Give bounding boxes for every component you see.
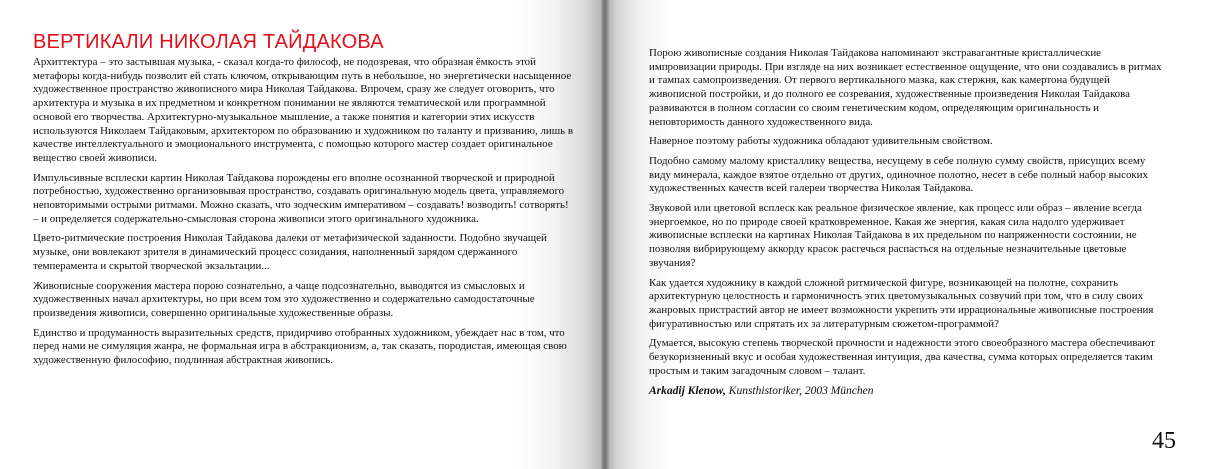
- left-paragraph-3: Цвето-ритмические построения Николая Тайдакова далеки от метафизической заданности. Подобно звучащей музыке, они вовлекают зрителя в динамический процесс созидания, наполненный зарядом сдержанного темперамента и скрытой творческой экзальтации...: [33, 232, 547, 272]
- signature-credentials: Kunsthistoriker, 2003 München: [725, 385, 874, 398]
- right-paragraph-6: Думается, высокую степень творческой прочности и надежности этого своеобразного мастера обеспечивают безукоризненный вкус и особая художественная интуиция, два качества, сумма которых определяется таким простым и таким загадочным словом – талант.: [649, 337, 1155, 377]
- article-title: ВЕРТИКАЛИ НИКОЛАЯ ТАЙДАКОВА: [33, 31, 384, 53]
- book-gutter: [601, 0, 611, 469]
- right-paragraph-5: Как удается художнику в каждой сложной ритмической фигуре, возникающей на полотне, сохранить архитектурную целостность и гармоничность этих цветомузыкальных созвучий при том, что в силу своих жанровых пристрастий автор не имеет возможности укрепить эти иррациональные живописные построения фигуративностью или спрятать их за литературным сюжетом-программой?: [649, 276, 1154, 330]
- right-page-content: [649, 47, 1163, 398]
- right-paragraph-3: Подобно самому малому кристаллику вещества, несущему в себе полную сумму свойств, присущих всему виду минерала, каждое взятое отдельно от других, одиночное полотно, несет в себе полный набор высоких художественных качеств всей галереи творчества Николая Тайдакова.: [649, 154, 1148, 195]
- left-paragraph-5: Единство и продуманность выразительных средств, придирчиво отобранных художником, убеждает нас в том, что перед нами не симуляция жанра, не формальная игра в абстракционизм, а, так сказать, породистая, имеющая свою художественную философию, подлинная абстрактная живопись.: [33, 326, 567, 367]
- right-paragraph-1: Порою живописные создания Николая Тайдакова напоминают экстравагантные кристаллические импровизации природы. При взгляде на них возникает естественное ощущение, что они создавались в ритмах и тампах самопроизведения. От первого вертикального мазка, как стержня, как камертона будущей живописной постройки, и до полного ее созревания, художественные произведения Николая Тайдакова развиваются в полном согласии со своим генетическим кодом, определяющим оригинальность и неповторимость данного художественного вида.: [649, 47, 1162, 128]
- right-page: [611, 0, 1219, 469]
- left-page-content: [33, 30, 573, 374]
- left-page: [0, 0, 601, 469]
- author-signature: [649, 384, 1163, 398]
- right-paragraph-4: Звуковой или цветовой всплеск как реальное физическое явление, как процесс или образ – явление всегда энергоемкое, но по природе своей кратковременное. Какая же энергия, какая сила надолго удерживает живописные всплески на картинах Николая Тайдакова в их предельном по напряженности состоянии, не позволяя вибрирующему аккорду красок расгечься распасться на отдельные незначительные цветовые звучания?: [649, 202, 1142, 269]
- page-number: 45: [1152, 428, 1176, 454]
- signature-name: Arkadij Klenow,: [649, 385, 726, 398]
- left-paragraph-2: Импульсивные всплески картин Николая Тайдакова порождены его вполне осознанной творческой и природной потребностью, художественно организовывая пространство, создавать оригинальную модель цвета, управляемого неповторимыми острыми ритмами. Можно сказать, что зодческим императивом – создавать! возводить! сотворять! – и определяется содержательно-смысловая сторона живописи этого оригинального художника.: [33, 171, 569, 225]
- left-paragraph-4: Живописные сооружения мастера порою сознательно, а чаще подсознательно, выводятся из смысловых и художественных начал архитектуры, но при всем том это художественно и содержательно самодостаточные произведения живописи, совершенно оригинальные художественные образы.: [33, 279, 535, 319]
- left-paragraph-1: Архиттектура – это застывшая музыка, - сказал когда-то философ, не подозревая, что образная ёмкость этой метафоры когда-нибудь позволит ей стать ключом, открывающим путь в небольшое, но энергетически насыщенное художественное пространство живописного мира Николая Тайдакова. Впрочем, сразу же следует оговорить, что архитектура и музыка в их предметном и конкретном понимании не являются тематической или программной основой его творчества. Архитектурно-музыкальное мышление, а также понятия и категории этих искусств используются Николаем Тайдаковым, архитектором по образованию и художником по таланту и призванию, лишь в качестве интеллектуального и эмоционального инструмента, с помощью которого мастер создает оригинальное вещество своей живописи.: [33, 56, 573, 164]
- right-paragraph-2: Наверное поэтому работы художника обладают удивительным свойством.: [649, 135, 993, 148]
